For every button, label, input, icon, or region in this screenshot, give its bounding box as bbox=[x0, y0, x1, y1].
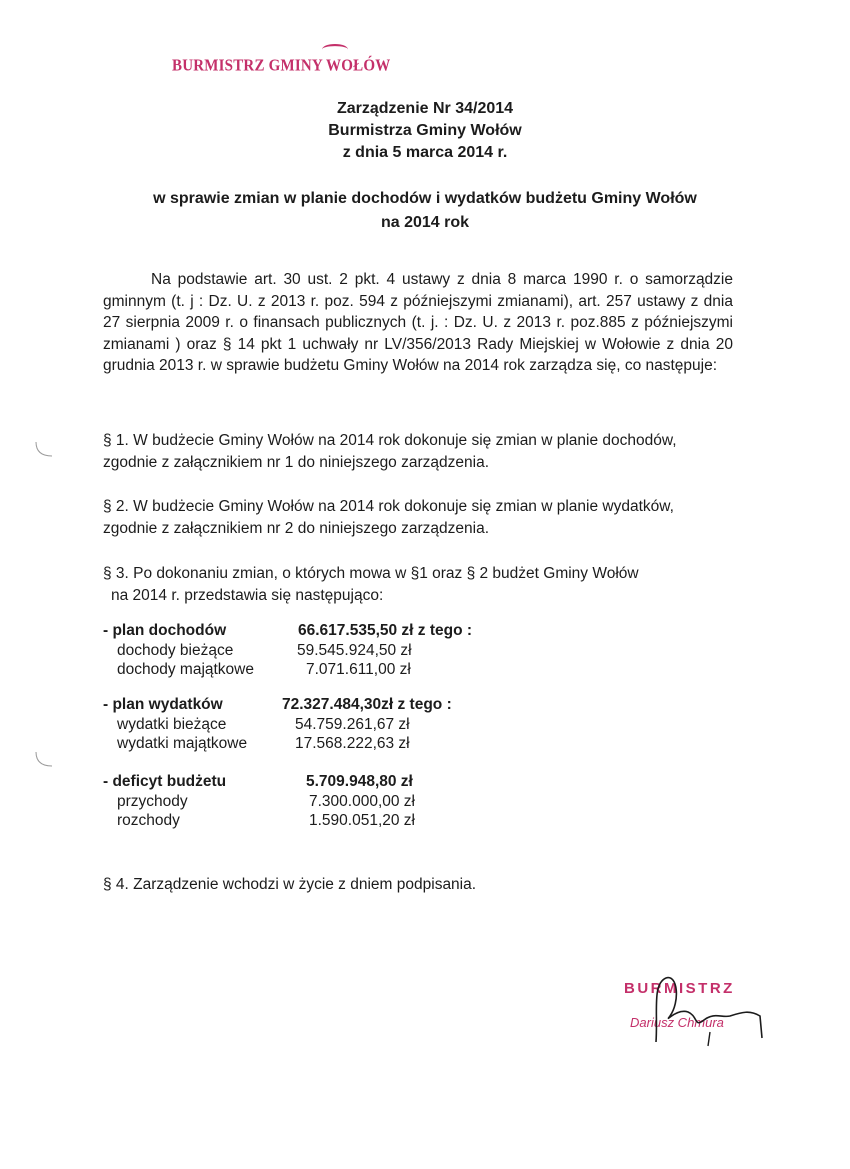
expenses-current-value: 54.759.261,67 zł bbox=[295, 715, 410, 733]
signature-title: BURMISTRZ bbox=[624, 980, 735, 997]
section-3-line-2: na 2014 r. przedstawia się następująco: bbox=[111, 586, 384, 604]
section-1-line-1: § 1. W budżecie Gminy Wołów na 2014 rok dokonuje się zmian w planie dochodów, bbox=[103, 432, 677, 449]
punch-hole-mark bbox=[32, 748, 54, 770]
expenses-capital-value: 17.568.222,63 zł bbox=[295, 735, 410, 752]
expenses-current-label: wydatki bieżące bbox=[117, 715, 227, 733]
punch-hole-mark bbox=[32, 438, 54, 460]
section-3 bbox=[103, 563, 743, 606]
deficit-label: - deficyt budżetu bbox=[103, 773, 227, 790]
deficit-total: 5.709.948,80 zł bbox=[306, 773, 413, 790]
issuer: Burmistrza Gminy Wołów bbox=[328, 122, 522, 139]
subject-line-2: na 2014 rok bbox=[380, 214, 470, 231]
order-subject bbox=[0, 187, 850, 235]
stamp-accent-mark bbox=[322, 44, 348, 55]
deficit-outflow-value: 1.590.051,20 zł bbox=[309, 812, 416, 829]
income-label: - plan dochodów bbox=[103, 622, 227, 639]
expenses-capital-label: wydatki majątkowe bbox=[117, 735, 248, 752]
section-3-line-1: § 3. Po dokonaniu zmian, o których mowa w §1 oraz § 2 budżet Gminy Wołów bbox=[103, 565, 639, 582]
deficit-outflow-label: rozchody bbox=[117, 812, 180, 829]
income-current-label: dochody bieżące bbox=[117, 641, 234, 659]
expenses-total: 72.327.484,30zł z tego : bbox=[282, 696, 452, 713]
subject-line-1: w sprawie zmian w planie dochodów i wydatków budżetu Gminy Wołów bbox=[153, 190, 697, 207]
header-stamp bbox=[172, 57, 390, 76]
section-2-line-2: zgodnie z załącznikiem nr 2 do niniejszego zarządzenia. bbox=[103, 519, 489, 537]
legal-basis-text: Na podstawie art. 30 ust. 2 pkt. 4 ustawy z dnia 8 marca 1990 r. o samorządzie gminnym (t. j : Dz. U. z 2013 r. poz. 594 z późniejszymi zmianami), art. 257 ustawy z dnia 27 sierpnia 2009 r. o finansach publicznych (t. j. : Dz. U. z 2013 r. poz.885 z późniejszymi zmianami ) oraz § 14 pkt 1 uchwały nr LV/356/2013 Rady Miejskiej w Wołowie z dnia 20 grudnia 2013 r. w sprawie budżetu Gminy Wołów na 2014 rok zarządza się, co następuje: bbox=[103, 271, 733, 374]
legal-basis-paragraph bbox=[103, 269, 733, 377]
handwritten-signature bbox=[618, 972, 778, 1052]
section-2 bbox=[103, 496, 743, 539]
signature-name: Dariusz Chmura bbox=[630, 1015, 724, 1030]
order-header bbox=[0, 98, 850, 164]
deficit-revenue-label: przychody bbox=[117, 792, 188, 810]
income-current-value: 59.545.924,50 zł bbox=[297, 641, 412, 659]
deficit-revenue-value: 7.300.000,00 zł bbox=[309, 792, 416, 810]
section-4: § 4. Zarządzenie wchodzi w życie z dniem podpisania. bbox=[103, 876, 477, 893]
order-date: z dnia 5 marca 2014 r. bbox=[342, 144, 508, 161]
order-number: Zarządzenie Nr 34/2014 bbox=[336, 100, 514, 117]
section-2-line-1: § 2. W budżecie Gminy Wołów na 2014 rok dokonuje się zmian w planie wydatków, bbox=[103, 498, 674, 515]
stamp-text: BURMISTRZ GMINY WOŁÓW bbox=[172, 57, 391, 75]
section-1-line-2: zgodnie z załącznikiem nr 1 do niniejszego zarządzenia. bbox=[103, 453, 489, 471]
income-capital-label: dochody majątkowe bbox=[117, 661, 254, 678]
income-capital-value: 7.071.611,00 zł bbox=[306, 661, 411, 678]
signature-stamp bbox=[618, 972, 778, 1052]
section-1 bbox=[103, 430, 743, 473]
expenses-label: - plan wydatków bbox=[103, 696, 223, 713]
income-total: 66.617.535,50 zł z tego : bbox=[298, 622, 473, 639]
